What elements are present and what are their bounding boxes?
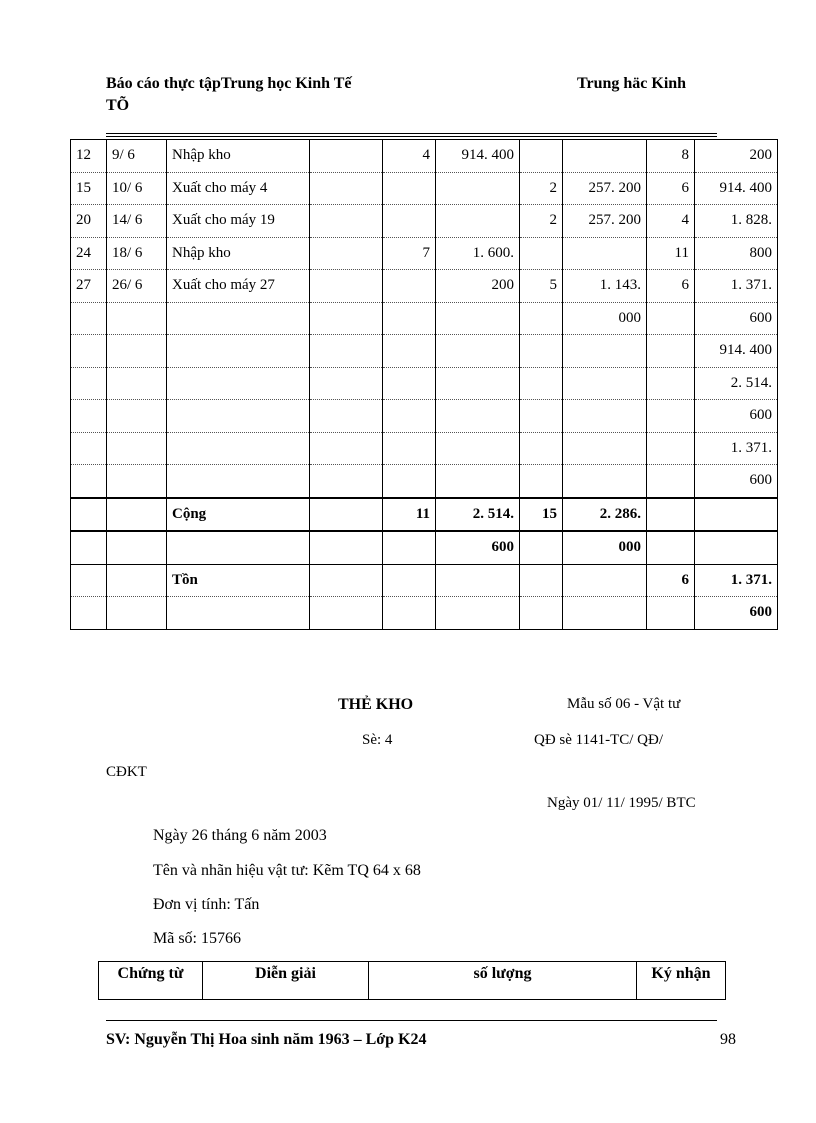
ledger-cell (520, 140, 563, 173)
ledger-cell (71, 465, 107, 498)
card-title: THẺ KHO (338, 696, 414, 713)
ledger-cell: 600 (695, 465, 778, 498)
ledger-cell: Xuất cho máy 19 (167, 205, 310, 238)
ledger-cell (647, 302, 695, 335)
ledger-cell (436, 302, 520, 335)
ledger-cell (310, 205, 383, 238)
ledger-cell (520, 302, 563, 335)
ledger-cell (563, 400, 647, 433)
ledger-row (71, 172, 778, 205)
ledger-cell (563, 465, 647, 498)
ledger-cell: 2 (520, 205, 563, 238)
ledger-cell: 1. 143. (563, 270, 647, 303)
ledger-cell: 5 (520, 270, 563, 303)
ledger-cell: 26/ 6 (107, 270, 167, 303)
footer-rule (106, 1020, 717, 1021)
ledger-cell: 7 (383, 237, 436, 270)
header-title-left-line2: TÕ (106, 97, 130, 114)
ledger-cell (520, 400, 563, 433)
ledger-cell (436, 367, 520, 400)
ledger-cell (107, 432, 167, 465)
ledger-cell (310, 367, 383, 400)
ledger-cell: 8 (647, 140, 695, 173)
ledger-row (71, 237, 778, 270)
ledger-cell (383, 302, 436, 335)
ledger-balance-row (71, 564, 778, 597)
ledger-total-row (71, 498, 778, 532)
ledger-row (71, 400, 778, 433)
ledger-cell (436, 400, 520, 433)
ledger-row (71, 335, 778, 368)
ledger-cell (310, 335, 383, 368)
page-number: 98 (720, 1031, 736, 1048)
ledger-cell: 2. 514. (695, 367, 778, 400)
ledger-cell (107, 400, 167, 433)
ledger-cell: 200 (695, 140, 778, 173)
ledger-cell: Xuất cho máy 4 (167, 172, 310, 205)
ledger-cell: 20 (71, 205, 107, 238)
ledger-cell: 4 (383, 140, 436, 173)
ledger-cell (310, 400, 383, 433)
total-label: Cộng (167, 498, 310, 532)
ledger-cell: 800 (695, 237, 778, 270)
ledger-cell (310, 432, 383, 465)
ledger-cell: 600 (695, 302, 778, 335)
ledger-cell (436, 335, 520, 368)
ledger-cell (167, 465, 310, 498)
card-unit: Đơn vị tính: Tấn (153, 896, 260, 913)
ledger-cell (167, 432, 310, 465)
ledger-cell (383, 432, 436, 465)
ledger-cell: 914. 400 (695, 172, 778, 205)
footer-student: SV: Nguyễn Thị Hoa sinh năm 1963 – Lớp K24 (106, 1031, 427, 1048)
total-in-amount: 2. 514. (436, 498, 520, 532)
ledger-cell: 14/ 6 (107, 205, 167, 238)
ledger-cell (647, 400, 695, 433)
card-decision-date: Ngày 01/ 11/ 1995/ BTC (547, 795, 696, 811)
ledger-cell (383, 335, 436, 368)
ledger-cell: Xuất cho máy 27 (167, 270, 310, 303)
card-table-header (99, 962, 726, 1000)
ledger-cell (71, 400, 107, 433)
ledger-cell: 257. 200 (563, 205, 647, 238)
ledger-cell (71, 335, 107, 368)
ledger-cell (167, 335, 310, 368)
ledger-cell: 4 (647, 205, 695, 238)
ledger-cell (71, 432, 107, 465)
header-rule-2 (106, 136, 717, 137)
ledger-cell (563, 367, 647, 400)
ledger-cell (71, 367, 107, 400)
ledger-table (70, 139, 778, 630)
ledger-cell (107, 465, 167, 498)
ledger-cell: 24 (71, 237, 107, 270)
ledger-total-row-cont (71, 531, 778, 564)
ledger-cell (310, 172, 383, 205)
ledger-cell (310, 302, 383, 335)
col-dien-giai: Diễn giải (203, 962, 369, 1000)
ledger-cell: 1. 371. (695, 432, 778, 465)
ledger-cell (107, 335, 167, 368)
ledger-cell (310, 140, 383, 173)
ledger-cell (167, 367, 310, 400)
ledger-cell: 1. 371. (695, 270, 778, 303)
ledger-row (71, 205, 778, 238)
ledger-cell (563, 432, 647, 465)
ledger-cell (647, 432, 695, 465)
ledger-cell: Nhập kho (167, 237, 310, 270)
card-form-number: Mẫu số 06 - Vật tư (567, 696, 681, 712)
ledger-cell (310, 270, 383, 303)
header-rule (106, 133, 717, 134)
card-item-name: Tên và nhãn hiệu vật tư: Kẽm TQ 64 x 68 (153, 862, 421, 879)
card-decision: QĐ sè 1141-TC/ QĐ/ (534, 732, 664, 748)
ledger-cell: 12 (71, 140, 107, 173)
ledger-cell (310, 465, 383, 498)
ledger-cell: 200 (436, 270, 520, 303)
ledger-cell (563, 140, 647, 173)
ledger-cell (647, 465, 695, 498)
total-in-qty: 11 (383, 498, 436, 532)
ledger-cell: 9/ 6 (107, 140, 167, 173)
balance-amount-cont: 600 (695, 597, 778, 630)
ledger-cell (563, 237, 647, 270)
ledger-row (71, 302, 778, 335)
balance-amount: 1. 371. (695, 564, 778, 597)
header-title-left: Báo cáo thực tậpTrung học Kinh Tế (106, 75, 352, 92)
ledger-cell: 6 (647, 172, 695, 205)
ledger-cell (383, 400, 436, 433)
ledger-balance-row-cont (71, 597, 778, 630)
ledger-cell (436, 205, 520, 238)
ledger-cell (383, 465, 436, 498)
ledger-cell (71, 302, 107, 335)
card-date: Ngày 26 tháng 6 năm 2003 (153, 827, 327, 844)
ledger-row (71, 367, 778, 400)
ledger-cell: 15 (71, 172, 107, 205)
ledger-cell (107, 367, 167, 400)
ledger-cell (383, 205, 436, 238)
ledger-cell: Nhập kho (167, 140, 310, 173)
card-cdkt: CĐKT (106, 764, 147, 780)
ledger-cell: 11 (647, 237, 695, 270)
ledger-cell: 6 (647, 270, 695, 303)
ledger-cell (436, 432, 520, 465)
ledger-cell (647, 335, 695, 368)
ledger-cell: 257. 200 (563, 172, 647, 205)
ledger-cell (436, 465, 520, 498)
card-number: Sè: 4 (362, 732, 393, 748)
ledger-cell (167, 302, 310, 335)
ledger-cell (520, 367, 563, 400)
ledger-cell (310, 237, 383, 270)
col-chung-tu: Chứng từ (99, 962, 203, 1000)
ledger-cell (436, 172, 520, 205)
ledger-cell (520, 237, 563, 270)
ledger-cell (520, 465, 563, 498)
ledger-cell (383, 367, 436, 400)
card-code: Mã số: 15766 (153, 930, 241, 947)
ledger-row (71, 270, 778, 303)
card-table (98, 961, 726, 1000)
ledger-row (71, 140, 778, 173)
ledger-cell: 914. 400 (436, 140, 520, 173)
ledger-cell (383, 172, 436, 205)
total-out-amount: 2. 286. (563, 498, 647, 532)
ledger-cell: 914. 400 (695, 335, 778, 368)
total-out-amount-cont: 000 (563, 531, 647, 564)
ledger-cell (107, 302, 167, 335)
ledger-cell: 1. 828. (695, 205, 778, 238)
col-so-luong: số lượng (369, 962, 637, 1000)
ledger-cell: 18/ 6 (107, 237, 167, 270)
header-title-right: Trung häc Kinh (577, 75, 687, 92)
ledger-cell: 1. 600. (436, 237, 520, 270)
ledger-cell (383, 270, 436, 303)
ledger-cell (520, 335, 563, 368)
ledger-cell (647, 367, 695, 400)
ledger-cell: 600 (695, 400, 778, 433)
ledger-cell (563, 335, 647, 368)
balance-qty: 6 (647, 564, 695, 597)
ledger-cell: 000 (563, 302, 647, 335)
ledger-cell (520, 432, 563, 465)
balance-label: Tồn (167, 564, 310, 597)
ledger-cell: 10/ 6 (107, 172, 167, 205)
ledger-row (71, 432, 778, 465)
ledger-cell: 2 (520, 172, 563, 205)
total-in-amount-cont: 600 (436, 531, 520, 564)
total-out-qty: 15 (520, 498, 563, 532)
ledger-cell: 27 (71, 270, 107, 303)
col-ky-nhan: Ký nhận (637, 962, 726, 1000)
ledger-row (71, 465, 778, 498)
ledger-cell (167, 400, 310, 433)
